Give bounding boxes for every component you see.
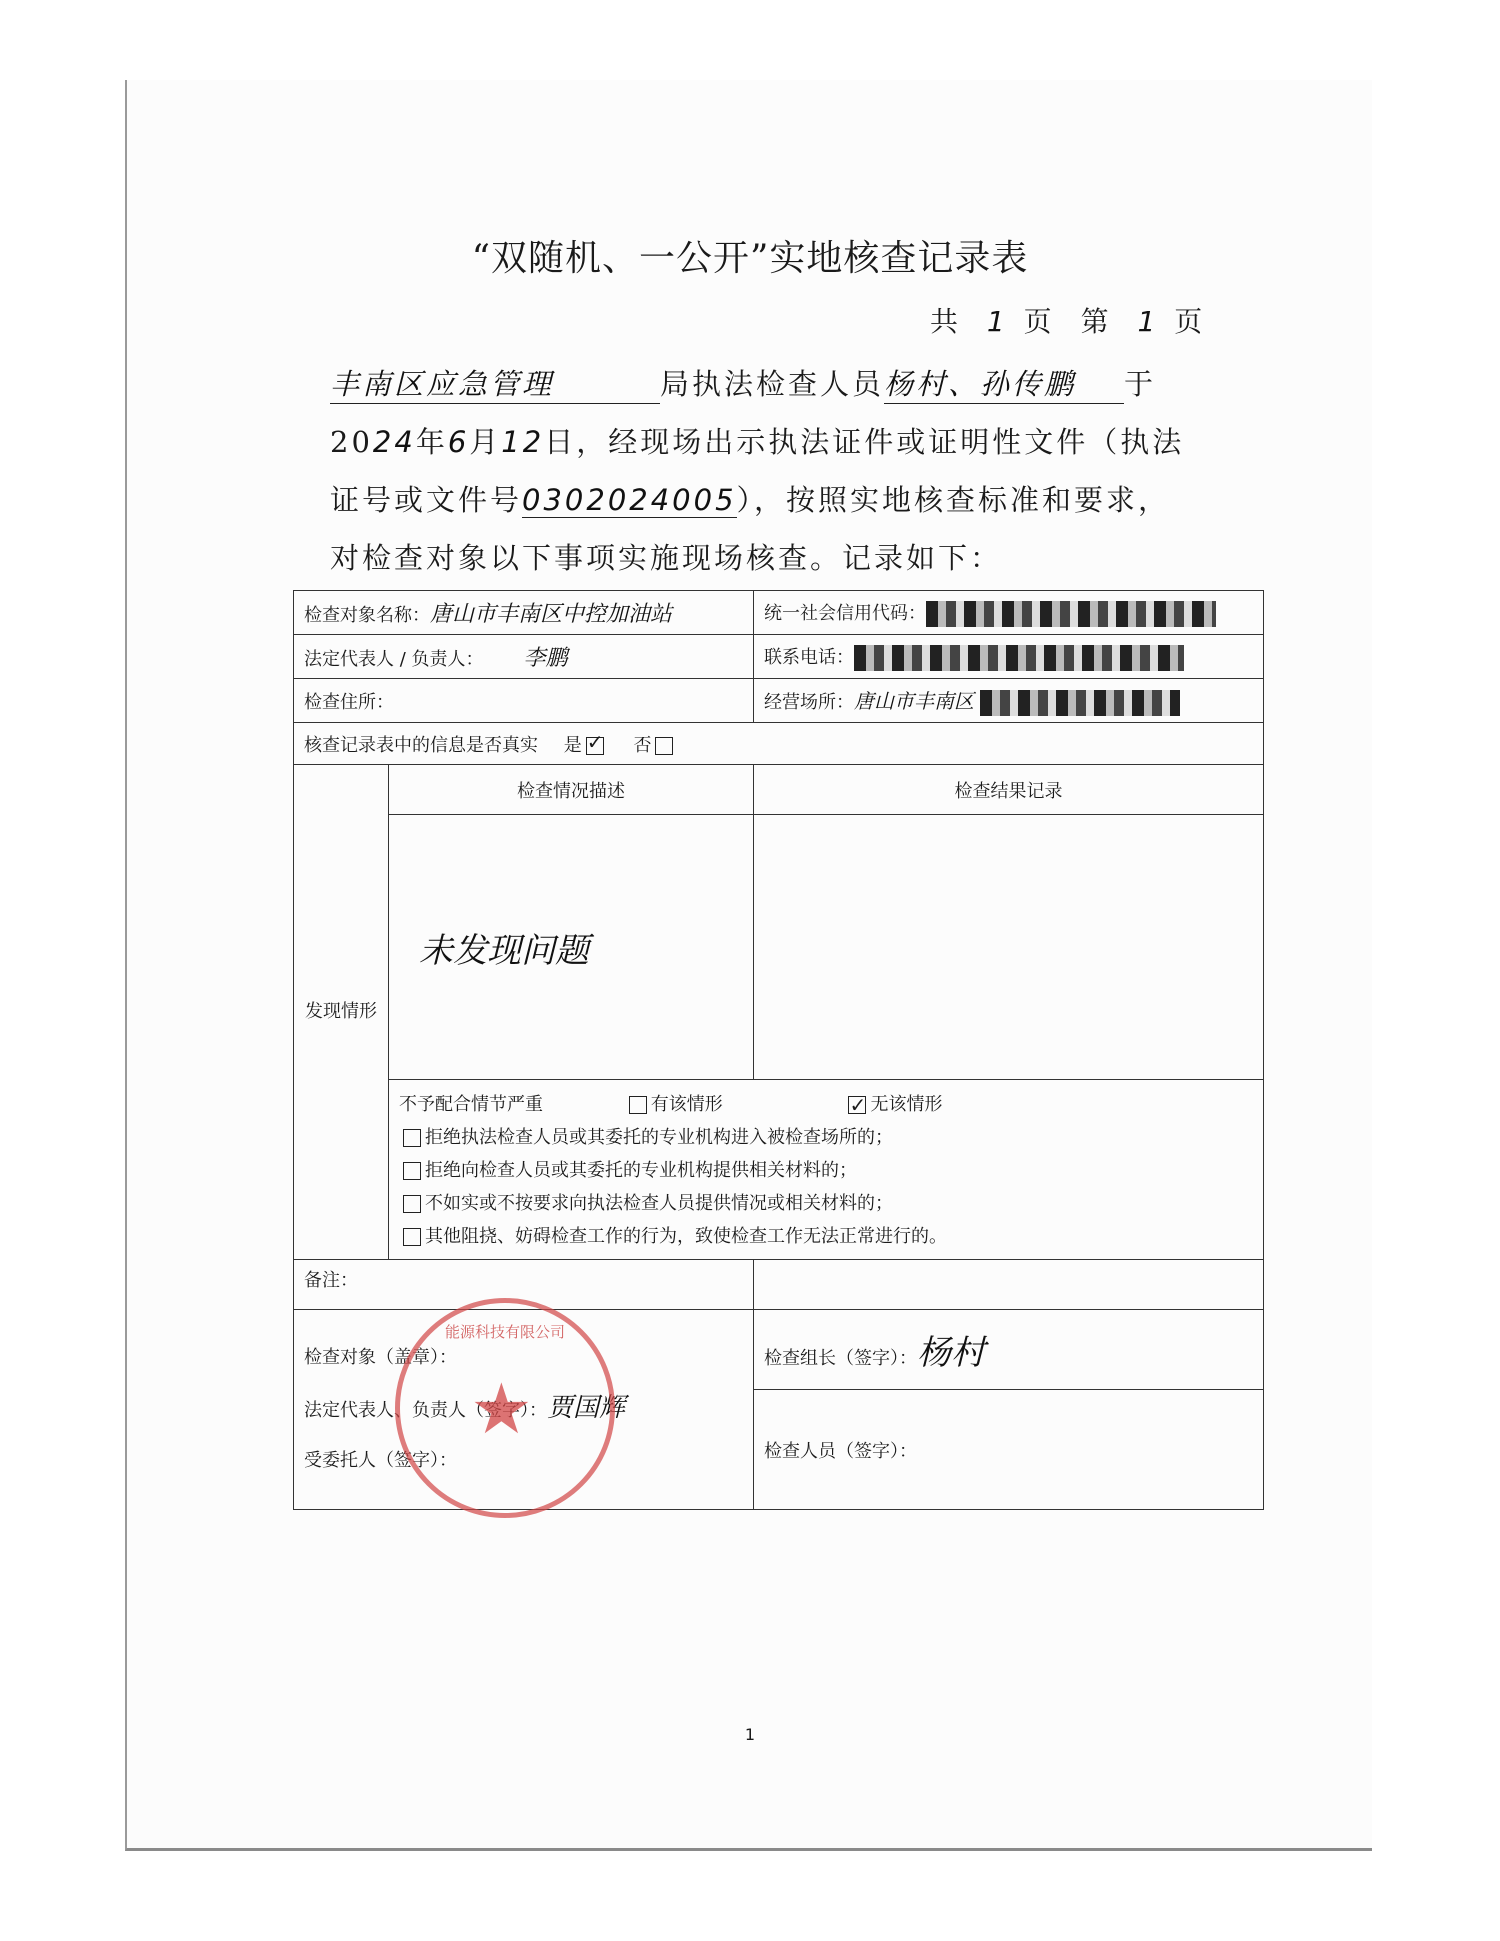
page-info bbox=[930, 300, 1212, 340]
page-suffix-2: 页 bbox=[1174, 305, 1213, 338]
target-name-cell bbox=[294, 591, 754, 635]
inspector-label: 检查人员（签字）： bbox=[764, 1440, 918, 1462]
page-total-prefix: 共 bbox=[930, 305, 969, 338]
remarks-label: 备注： bbox=[304, 1270, 358, 1291]
intro-text-2: 于 bbox=[1124, 367, 1157, 401]
target-seal-label: 检查对象（盖章）： bbox=[304, 1347, 457, 1368]
findings-label: 发现情形 bbox=[305, 1000, 377, 1022]
truth-no-checkbox[interactable] bbox=[655, 737, 673, 755]
intro-line-1 bbox=[330, 362, 1190, 404]
intro-text-3: 日，经现场出示执法证件或证明性文件（执法 bbox=[544, 425, 1185, 459]
target-name-handwritten: 唐山市丰南区中控加油站 bbox=[430, 602, 673, 627]
cert-number-handwritten: 0302024005 bbox=[522, 483, 737, 517]
agency-handwritten: 丰南区应急管理 bbox=[330, 362, 660, 404]
leader-sign-handwritten: 杨村 bbox=[917, 1333, 986, 1373]
legal-rep-cell bbox=[294, 635, 754, 679]
month-handwritten: 6 bbox=[447, 425, 470, 459]
contact-redacted bbox=[854, 645, 1184, 671]
intro-text-1: 局执法检查人员 bbox=[660, 367, 885, 401]
page-current-prefix: 第 bbox=[1080, 305, 1119, 338]
intro-line-3 bbox=[330, 478, 1190, 519]
noncoop-item bbox=[399, 1154, 1253, 1187]
contact-cell bbox=[754, 635, 1264, 679]
result-header: 检查结果记录 bbox=[754, 765, 1264, 815]
address-label: 检查住所： bbox=[304, 691, 394, 713]
intro-line-2 bbox=[330, 420, 1190, 461]
result-body-cell bbox=[754, 815, 1264, 1080]
noncoop-cell bbox=[389, 1080, 1264, 1260]
noncoop-item bbox=[399, 1121, 1253, 1154]
item-text: 拒绝向检查人员或其委托的专业机构提供相关材料的； bbox=[425, 1160, 857, 1181]
noncoop-item bbox=[399, 1220, 1253, 1253]
page-current: 1 bbox=[1137, 305, 1156, 338]
item-checkbox[interactable] bbox=[403, 1162, 421, 1180]
legal-sign-label: 法定代表人、负责人（签字）： bbox=[304, 1400, 547, 1421]
day-handwritten: 12 bbox=[501, 425, 545, 459]
findings-label-cell bbox=[294, 765, 389, 1260]
year-handwritten: 24 bbox=[372, 425, 416, 459]
intro-line-4: 对检查对象以下事项实施现场核查。记录如下： bbox=[330, 541, 1003, 575]
target-name-label: 检查对象名称： bbox=[304, 605, 430, 626]
has-case-checkbox[interactable] bbox=[629, 1096, 647, 1114]
business-place-cell bbox=[754, 679, 1264, 723]
noncoop-label: 不予配合情节严重 bbox=[399, 1094, 543, 1115]
business-place-redacted bbox=[980, 690, 1180, 716]
page-title: “双随机、一公开”实地核查记录表 bbox=[471, 238, 1029, 279]
address-cell bbox=[294, 679, 754, 723]
remarks-right-cell bbox=[754, 1260, 1264, 1310]
credit-code-cell bbox=[754, 591, 1264, 635]
seal-text: 能源科技有限公司 bbox=[444, 1323, 565, 1341]
desc-handwritten: 未发现问题 bbox=[419, 930, 589, 971]
business-place-handwritten: 唐山市丰南区 bbox=[854, 689, 975, 713]
leader-label: 检查组长（签字）： bbox=[764, 1348, 918, 1369]
trustee-label: 受委托人（签字）： bbox=[304, 1450, 457, 1471]
truth-check-cell bbox=[294, 723, 1264, 765]
noncoop-row bbox=[399, 1088, 1253, 1121]
no-case-checkbox[interactable] bbox=[848, 1096, 866, 1114]
year-prefix: 20 bbox=[330, 425, 373, 459]
truth-yes-checkbox[interactable] bbox=[586, 737, 604, 755]
desc-header: 检查情况描述 bbox=[389, 765, 754, 815]
legal-rep-handwritten: 李鹏 bbox=[523, 646, 568, 671]
inspector-sign-cell bbox=[754, 1390, 1264, 1510]
business-place-label: 经营场所： bbox=[764, 692, 855, 713]
page-suffix-1: 页 bbox=[1023, 305, 1062, 338]
legal-rep-label: 法定代表人 / 负责人： bbox=[304, 649, 484, 670]
page-number: 1 bbox=[744, 1725, 756, 1744]
truth-yes-label: 是 bbox=[563, 734, 582, 756]
item-checkbox[interactable] bbox=[403, 1195, 421, 1213]
company-seal bbox=[395, 1298, 615, 1518]
contact-label: 联系电话： bbox=[764, 646, 855, 668]
truth-no-label: 否 bbox=[633, 734, 652, 756]
has-case-label: 有该情形 bbox=[650, 1094, 723, 1115]
year-text: 年 bbox=[415, 425, 448, 459]
month-text: 月 bbox=[469, 425, 502, 459]
seal-star-icon: ★ bbox=[470, 1368, 533, 1450]
credit-code-label: 统一社会信用代码： bbox=[764, 602, 927, 624]
intro-text-5: ），按照实地核查标准和要求， bbox=[736, 483, 1171, 517]
item-checkbox[interactable] bbox=[403, 1228, 421, 1246]
noncoop-item bbox=[399, 1187, 1253, 1220]
no-case-label: 无该情形 bbox=[870, 1094, 943, 1115]
item-text: 不如实或不按要求向执法检查人员提供情况或相关材料的； bbox=[425, 1193, 893, 1214]
page-total: 1 bbox=[986, 305, 1005, 338]
truth-question: 核查记录表中的信息是否真实 bbox=[304, 734, 538, 756]
leader-sign-cell bbox=[754, 1310, 1264, 1390]
legal-sign-handwritten: 贾国辉 bbox=[547, 1393, 626, 1423]
item-checkbox[interactable] bbox=[403, 1129, 421, 1147]
item-text: 其他阻挠、妨碍检查工作的行为，致使检查工作无法正常进行的。 bbox=[425, 1226, 947, 1247]
item-text: 拒绝执法检查人员或其委托的专业机构进入被检查场所的； bbox=[425, 1127, 893, 1148]
desc-body-cell bbox=[389, 815, 754, 1080]
credit-code-redacted bbox=[926, 601, 1216, 627]
intro-text-4: 证号或文件号 bbox=[330, 483, 523, 517]
inspectors-handwritten: 杨村、孙传鹏 bbox=[884, 362, 1124, 404]
